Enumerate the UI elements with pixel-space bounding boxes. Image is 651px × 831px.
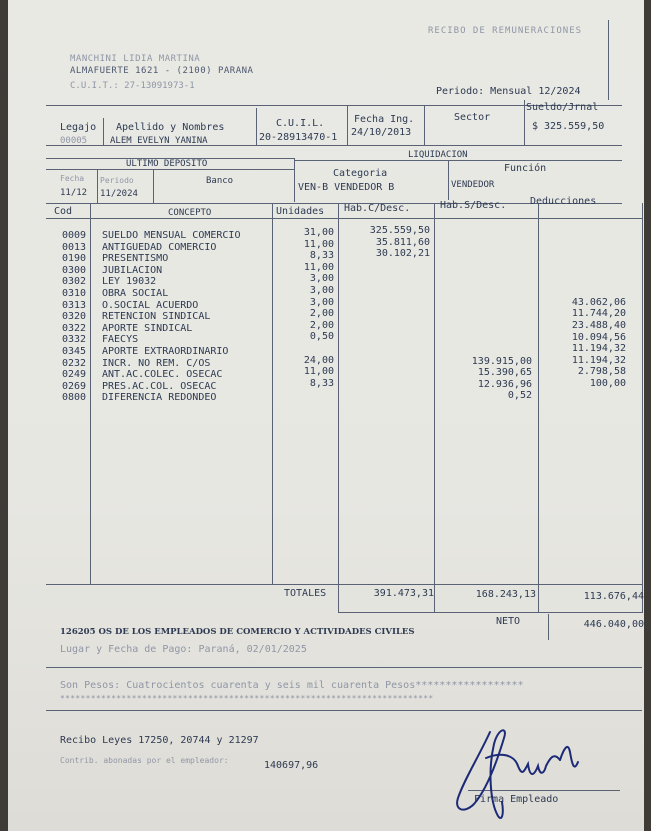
deducciones-cell: 10.094,56 xyxy=(571,331,626,343)
unidades-cell: 3,00 xyxy=(309,273,334,285)
divider xyxy=(46,169,294,170)
unidades-cell: 8,33 xyxy=(309,377,334,389)
divider xyxy=(434,203,435,613)
period-label: Periodo: Mensual 12/2024 xyxy=(436,86,581,97)
divider xyxy=(338,203,339,613)
unidades-cell: 11,00 xyxy=(303,238,334,250)
unidades-cell: 0,50 xyxy=(309,331,334,343)
hab-s-cell: 12.936,96 xyxy=(477,378,532,390)
hab-s-cell xyxy=(438,286,532,298)
hab-s-cell xyxy=(438,263,532,275)
cuil-value: 20-28913470-1 xyxy=(259,132,338,143)
hab-c-cell xyxy=(340,353,430,365)
divider xyxy=(97,169,98,204)
hab-c-cell xyxy=(340,283,430,295)
deducciones-cell: 100,00 xyxy=(589,377,626,389)
concepto-cell: DIFERENCIA REDONDEO xyxy=(102,392,217,404)
concepto-cell: APORTE EXTRAORDINARIO xyxy=(102,345,229,357)
deducciones-cell: 43.062,06 xyxy=(571,296,626,308)
unidades-cell: 8,33 xyxy=(309,250,334,262)
hab-s-cell xyxy=(438,344,532,356)
unidades-cell: 11,00 xyxy=(303,261,334,273)
ultimo-deposito-title: ULTIMO DEPOSITO xyxy=(126,159,208,169)
cod-cell: 0300 xyxy=(62,264,87,276)
header-deducciones: Deducciones xyxy=(530,196,597,207)
hab-s-cell: 0,52 xyxy=(507,390,532,402)
cod-cell: 0249 xyxy=(62,369,87,381)
hab-s-cell: 139.915,00 xyxy=(471,355,532,367)
deposito-periodo-label: Periodo xyxy=(100,176,134,185)
hab-c-cell xyxy=(340,376,430,388)
divider xyxy=(347,106,348,146)
unidades-cell: 3,00 xyxy=(309,296,334,308)
deducciones-cell xyxy=(542,274,626,286)
hab-c-cell xyxy=(340,260,430,272)
hab-s-cell xyxy=(438,321,532,333)
fecha-ing-label: Fecha Ing. xyxy=(354,114,415,125)
cod-cell: 0302 xyxy=(62,276,87,288)
unidades-cell: 24,00 xyxy=(303,354,334,366)
divider xyxy=(548,614,549,640)
categoria-label: Categoria xyxy=(333,168,388,179)
deposito-periodo: 11/2024 xyxy=(100,189,138,199)
total-deducciones: 113.676,44 xyxy=(583,591,644,602)
deposito-fecha-label: Fecha xyxy=(60,174,85,183)
totals-label: TOTALES xyxy=(284,588,327,599)
hab-c-cell: 325.559,50 xyxy=(369,225,430,236)
deducciones-cell xyxy=(542,401,626,413)
hab-c-cell xyxy=(340,329,430,341)
divider xyxy=(294,160,622,161)
divider xyxy=(103,118,104,146)
sector-label: Sector xyxy=(454,112,491,123)
hab-c-cell xyxy=(340,271,430,283)
deducciones-cell xyxy=(542,285,626,297)
company-cuit: C.U.I.T.: 27-13091973-1 xyxy=(70,81,195,91)
deducciones-column xyxy=(542,196,626,436)
header-cod: Cod xyxy=(54,206,73,217)
header-unidades: Unidades xyxy=(276,206,325,217)
obra-social: 126205 OS DE LOS EMPLEADOS DE COMERCIO Y ACTIVIDADES CIVILES xyxy=(60,627,415,637)
deducciones-cell xyxy=(542,262,626,274)
hab-s-column xyxy=(438,228,532,402)
header-hab-c: Hab.C/Desc. xyxy=(344,203,411,214)
sueldo-value: $ 325.559,50 xyxy=(532,121,605,132)
concepto-cell: PRESENTISMO xyxy=(102,253,169,265)
hab-s-cell xyxy=(438,274,532,286)
total-hab-c: 391.473,31 xyxy=(373,588,434,599)
deposito-fecha: 11/12 xyxy=(60,188,88,198)
liquidacion-title: LIQUIDACION xyxy=(408,150,468,160)
divider xyxy=(538,203,539,613)
deducciones-cell: 11.744,20 xyxy=(571,308,626,320)
concepto-cell: ANTIGUEDAD COMERCIO xyxy=(102,241,217,253)
cod-cell: 0345 xyxy=(62,345,87,357)
employee-signature xyxy=(428,718,598,828)
header-hab-s: Hab.S/Desc. xyxy=(440,200,507,211)
cod-cell: 0800 xyxy=(62,392,87,404)
legajo-label: Legajo xyxy=(60,122,97,133)
divider xyxy=(153,169,154,204)
divider xyxy=(46,710,642,711)
concepto-cell: INCR. NO REM. C/OS xyxy=(102,357,211,369)
hab-s-cell xyxy=(438,240,532,252)
cod-cell: 0269 xyxy=(62,380,87,392)
unidades-cell xyxy=(278,343,334,355)
table-bottom-border xyxy=(46,584,642,585)
unidades-cell: 31,00 xyxy=(303,227,334,238)
unidades-cell: 11,00 xyxy=(303,366,334,378)
company-name: MANCHINI LIDIA MARTINA xyxy=(70,54,201,64)
hab-s-cell xyxy=(438,332,532,344)
cod-cell: 0313 xyxy=(62,299,87,311)
document-title: RECIBO DE REMUNERACIONES xyxy=(428,26,583,36)
hab-c-cell xyxy=(340,318,430,330)
concepto-cell: RETENCION SINDICAL xyxy=(102,311,211,323)
hab-s-cell xyxy=(438,228,532,240)
cuil-label: C.U.I.L. xyxy=(276,118,325,129)
cod-cell: 0320 xyxy=(62,311,87,323)
concepto-cell: FAECYS xyxy=(102,334,139,346)
concepto-cell: JUBILACION xyxy=(102,264,163,276)
cod-cell: 0013 xyxy=(62,241,87,253)
neto-label: NETO xyxy=(496,616,521,627)
unidades-column xyxy=(278,227,334,401)
divider xyxy=(524,100,525,146)
hab-s-cell: 15.390,65 xyxy=(477,367,532,379)
concepto-cell: SUELDO MENSUAL COMERCIO xyxy=(102,230,241,241)
unidades-cell: 2,00 xyxy=(309,319,334,331)
sueldo-label: Sueldo/Jrnal xyxy=(526,102,599,113)
contrib-value: 140697,96 xyxy=(264,760,319,771)
total-hab-s: 168.243,13 xyxy=(475,589,536,600)
hab-c-cell xyxy=(340,364,430,376)
deducciones-cell: 23.488,40 xyxy=(571,319,626,331)
divider xyxy=(294,158,295,202)
deducciones-cell: 11.194,32 xyxy=(571,354,626,366)
concepto-cell: PRES.AC.COL. OSECAC xyxy=(102,380,217,392)
hab-c-cell xyxy=(340,306,430,318)
divider xyxy=(642,203,643,613)
hab-s-cell xyxy=(438,309,532,321)
cod-cell: 0332 xyxy=(62,334,87,346)
funcion-label: Función xyxy=(504,163,547,174)
hab-c-cell xyxy=(340,341,430,353)
concepto-cell: LEY 19032 xyxy=(102,276,157,288)
name-label: Apellido y Nombres xyxy=(116,122,225,133)
hab-c-cell xyxy=(340,387,430,399)
concepto-cell: ANT.AC.COLEC. OSECAC xyxy=(102,369,223,381)
hab-c-cell: 30.102,21 xyxy=(375,248,430,260)
contrib-label: Contrib. abonadas por el empleador: xyxy=(60,756,229,765)
son-pesos: Son Pesos: Cuatrocientos cuarenta y seis mil cuarenta Pesos****************** xyxy=(60,680,524,691)
concepto-cell: O.SOCIAL ACUERDO xyxy=(102,299,199,311)
lugar-fecha-pago: Lugar y Fecha de Pago: Paraná, 02/01/2025 xyxy=(60,644,307,655)
cod-cell: 0009 xyxy=(62,230,87,241)
unidades-cell xyxy=(278,389,334,401)
hab-c-column xyxy=(340,225,430,399)
cod-cell: 0322 xyxy=(62,322,87,334)
asterisk-line: ************************************************************************* xyxy=(60,694,434,703)
concepto-cell: APORTE SINDICAL xyxy=(102,322,193,334)
deducciones-cell: 11.194,32 xyxy=(571,343,626,355)
employee-name: ALEM EVELYN YANINA xyxy=(110,136,208,146)
header-concepto: CONCEPTO xyxy=(168,208,212,218)
neto-value: 446.040,00 xyxy=(583,619,644,630)
deducciones-cell xyxy=(542,424,626,436)
divider xyxy=(46,667,642,668)
unidades-cell: 2,00 xyxy=(309,308,334,320)
divider xyxy=(448,160,449,200)
fecha-ing-value: 24/10/2013 xyxy=(351,127,412,138)
concepto-cell: OBRA SOCIAL xyxy=(102,287,169,299)
unidades-cell: 3,00 xyxy=(309,284,334,296)
divider xyxy=(256,108,257,146)
company-address: ALMAFUERTE 1621 - (2100) PARANA xyxy=(70,66,254,76)
hab-c-cell: 35.811,60 xyxy=(375,236,430,248)
cod-cell: 0310 xyxy=(62,287,87,299)
cod-cell: 0232 xyxy=(62,357,87,369)
divider xyxy=(338,612,642,613)
hab-c-cell xyxy=(340,295,430,307)
header-border xyxy=(608,20,609,100)
concepto-column xyxy=(102,230,272,404)
funcion-value: VENDEDOR xyxy=(451,180,495,190)
banco-label: Banco xyxy=(206,176,234,186)
hab-s-cell xyxy=(438,298,532,310)
divider xyxy=(272,203,273,584)
deducciones-cell xyxy=(542,390,626,402)
hab-s-cell xyxy=(438,251,532,263)
divider xyxy=(424,106,425,146)
deducciones-cell: 2.798,58 xyxy=(577,366,626,378)
firma-empleado-label: Firma Empleado xyxy=(474,794,559,805)
recibo-leyes: Recibo Leyes 17250, 20744 y 21297 xyxy=(60,735,259,746)
payslip-document xyxy=(8,0,644,831)
cod-column xyxy=(62,230,92,404)
deducciones-cell xyxy=(542,413,626,425)
legajo-value: 00005 xyxy=(60,136,88,146)
categoria-value: VEN-B VENDEDOR B xyxy=(298,182,395,193)
cod-cell: 0190 xyxy=(62,253,87,265)
